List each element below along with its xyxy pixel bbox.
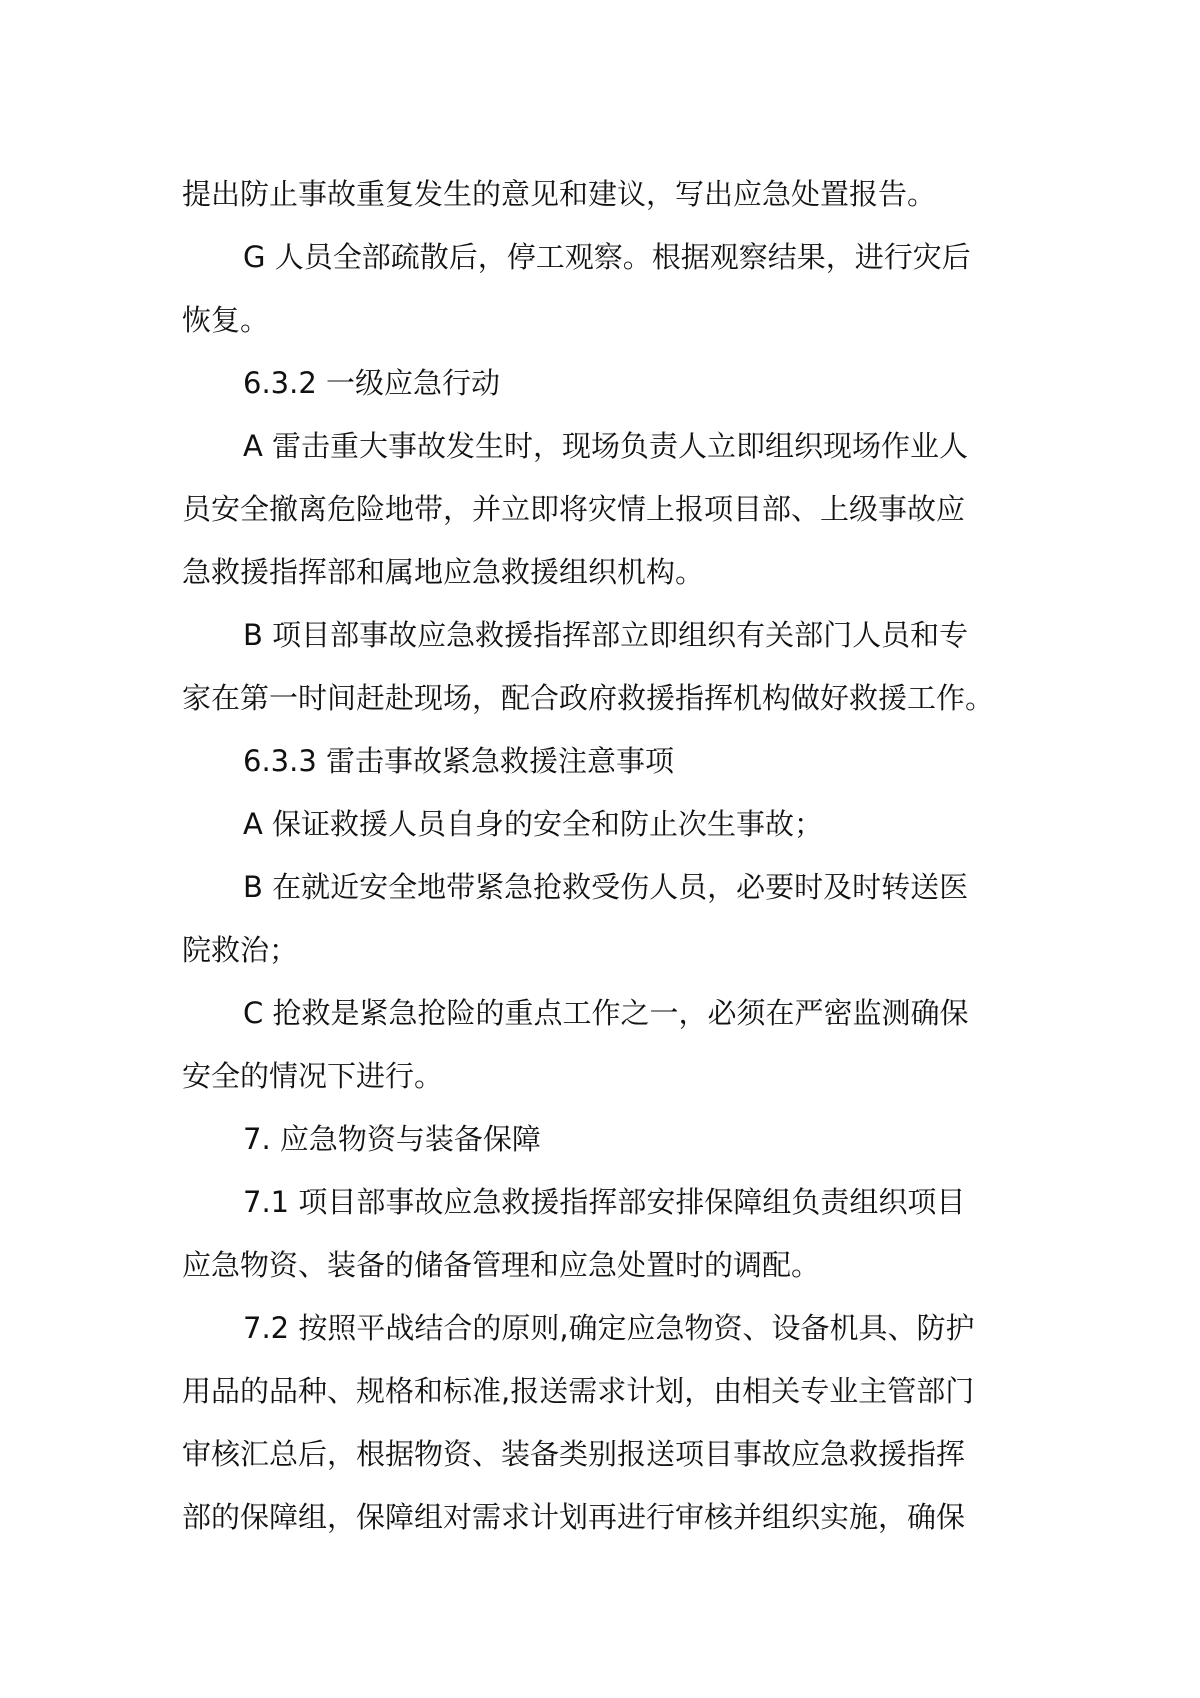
text-line: 员安全撤离危险地带，并立即将灾情上报项目部、上级事故应	[182, 492, 966, 526]
text-line: B 项目部事故应急救援指挥部立即组织有关部门人员和专	[243, 618, 969, 652]
text-line: C 抢救是紧急抢险的重点工作之一，必须在严密监测确保	[243, 996, 969, 1030]
section-heading: 7. 应急物资与装备保障	[243, 1122, 541, 1156]
text-line: A 保证救援人员自身的安全和防止次生事故；	[243, 807, 824, 841]
section-heading: 6.3.2 一级应急行动	[243, 366, 501, 400]
text-line: 7.1 项目部事故应急救援指挥部安排保障组负责组织项目	[243, 1185, 966, 1219]
text-line: 用品的品种、规格和标准,报送需求计划，由相关专业主管部门	[182, 1374, 975, 1408]
section-heading: 6.3.3 雷击事故紧急救援注意事项	[243, 744, 675, 778]
text-line: 审核汇总后，根据物资、装备类别报送项目事故应急救援指挥	[182, 1437, 966, 1471]
text-line: 提出防止事故重复发生的意见和建议，写出应急处置报告。	[182, 177, 937, 211]
text-line: 安全的情况下进行。	[182, 1059, 444, 1093]
text-line: 7.2 按照平战结合的原则,确定应急物资、设备机具、防护	[243, 1311, 975, 1345]
text-line: 院救治；	[182, 933, 299, 967]
text-line: 应急物资、装备的储备管理和应急处置时的调配。	[182, 1248, 821, 1282]
text-line: 家在第一时间赶赴现场，配合政府救援指挥机构做好救援工作。	[182, 681, 995, 715]
text-line: A 雷击重大事故发生时，现场负责人立即组织现场作业人	[243, 429, 969, 463]
text-line: G 人员全部疏散后，停工观察。根据观察结果，进行灾后	[243, 240, 971, 274]
text-line: 部的保障组，保障组对需求计划再进行审核并组织实施，确保	[182, 1500, 966, 1534]
text-line: 急救援指挥部和属地应急救援组织机构。	[182, 555, 705, 589]
text-line: B 在就近安全地带紧急抢救受伤人员，必要时及时转送医	[243, 870, 969, 904]
text-line: 恢复。	[182, 303, 270, 337]
